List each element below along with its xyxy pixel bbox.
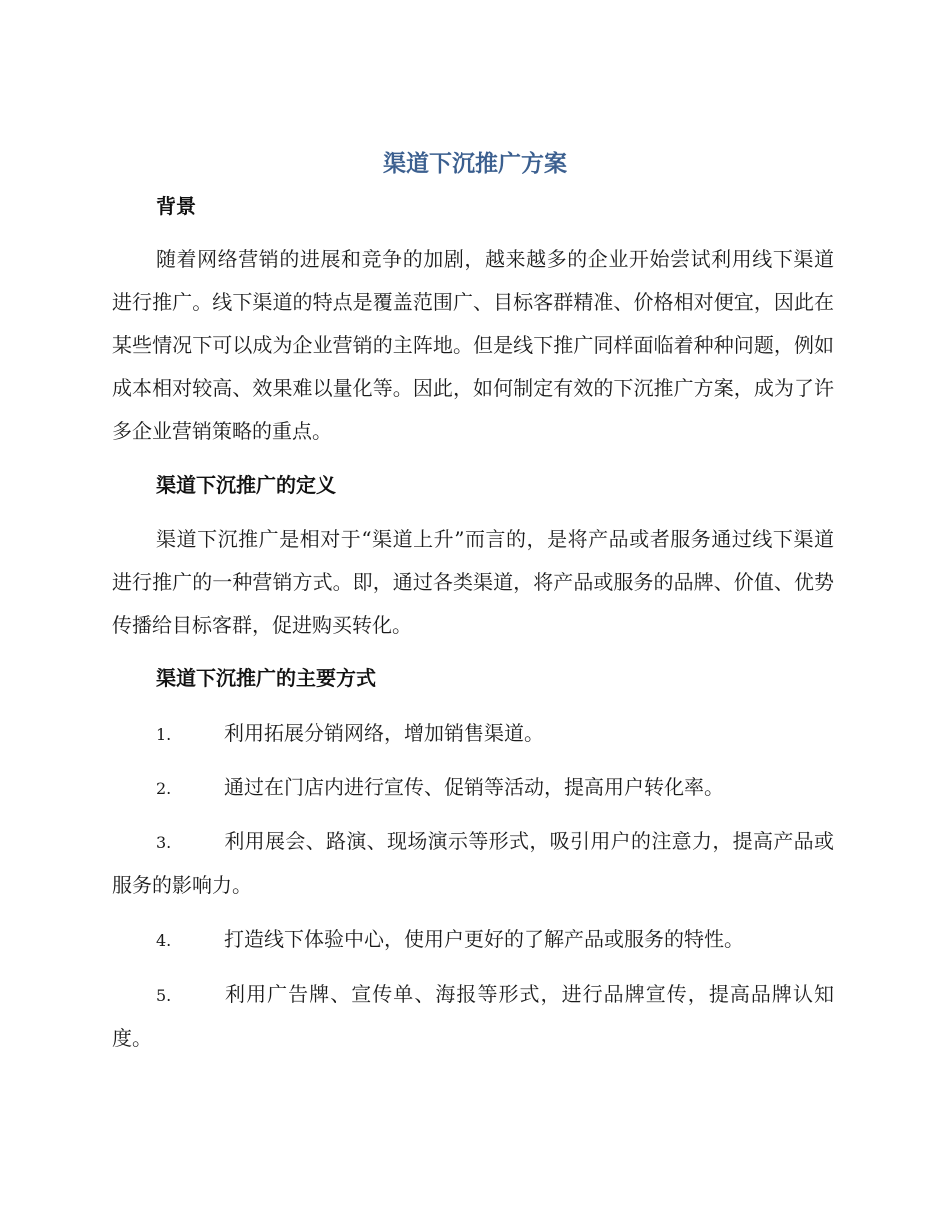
section-paragraph-background: 随着网络营销的进展和竞争的加剧，越来越多的企业开始尝试利用线下渠道进行推广。线下渠道的特点是覆盖范围广、目标客群精准、价格相对便宜，因此在某些情况下可以成为企业营销的主阵地。但是线下推广同样面临着种种问题，例如成本相对较高、效果难以量化等。因此，如何制定有效的下沉推广方案，成为了许多企业营销策略的重点。	[112, 247, 834, 443]
section-heading-definition: 渠道下沉推广的定义	[156, 473, 336, 497]
section-paragraph-definition: 渠道下沉推广是相对于“渠道上升”而言的，是将产品或者服务通过线下渠道进行推广的一种营销方式。即，通过各类渠道，将产品或服务的品牌、价值、优势传播给目标客群，促进购买转化。	[112, 527, 834, 637]
list-item	[112, 766, 834, 810]
list-item	[112, 918, 834, 962]
section-heading-background: 背景	[156, 194, 196, 218]
list-item	[112, 712, 834, 756]
list-item-text: 利用展会、路演、现场演示等形式，吸引用户的注意力，提高产品或服务的影响力。	[112, 829, 834, 897]
section-heading-methods: 渠道下沉推广的主要方式	[156, 666, 376, 690]
list-item-number: 3.	[156, 833, 172, 852]
list-item-number: 5.	[156, 986, 172, 1005]
list-item	[112, 973, 834, 1060]
list-item-text: 通过在门店内进行宣传、促销等活动，提高用户转化率。	[224, 775, 724, 799]
list-item-number: 1.	[156, 725, 172, 744]
list-item-text: 利用广告牌、宣传单、海报等形式，进行品牌宣传，提高品牌认知度。	[112, 982, 834, 1050]
list-item-text: 利用拓展分销网络，增加销售渠道。	[224, 721, 544, 745]
list-item	[112, 820, 834, 907]
page-title: 渠道下沉推广方案	[383, 151, 567, 177]
list-item-number: 2.	[156, 779, 172, 798]
list-item-text: 打造线下体验中心，使用户更好的了解产品或服务的特性。	[224, 927, 744, 951]
list-item-number: 4.	[156, 931, 172, 950]
